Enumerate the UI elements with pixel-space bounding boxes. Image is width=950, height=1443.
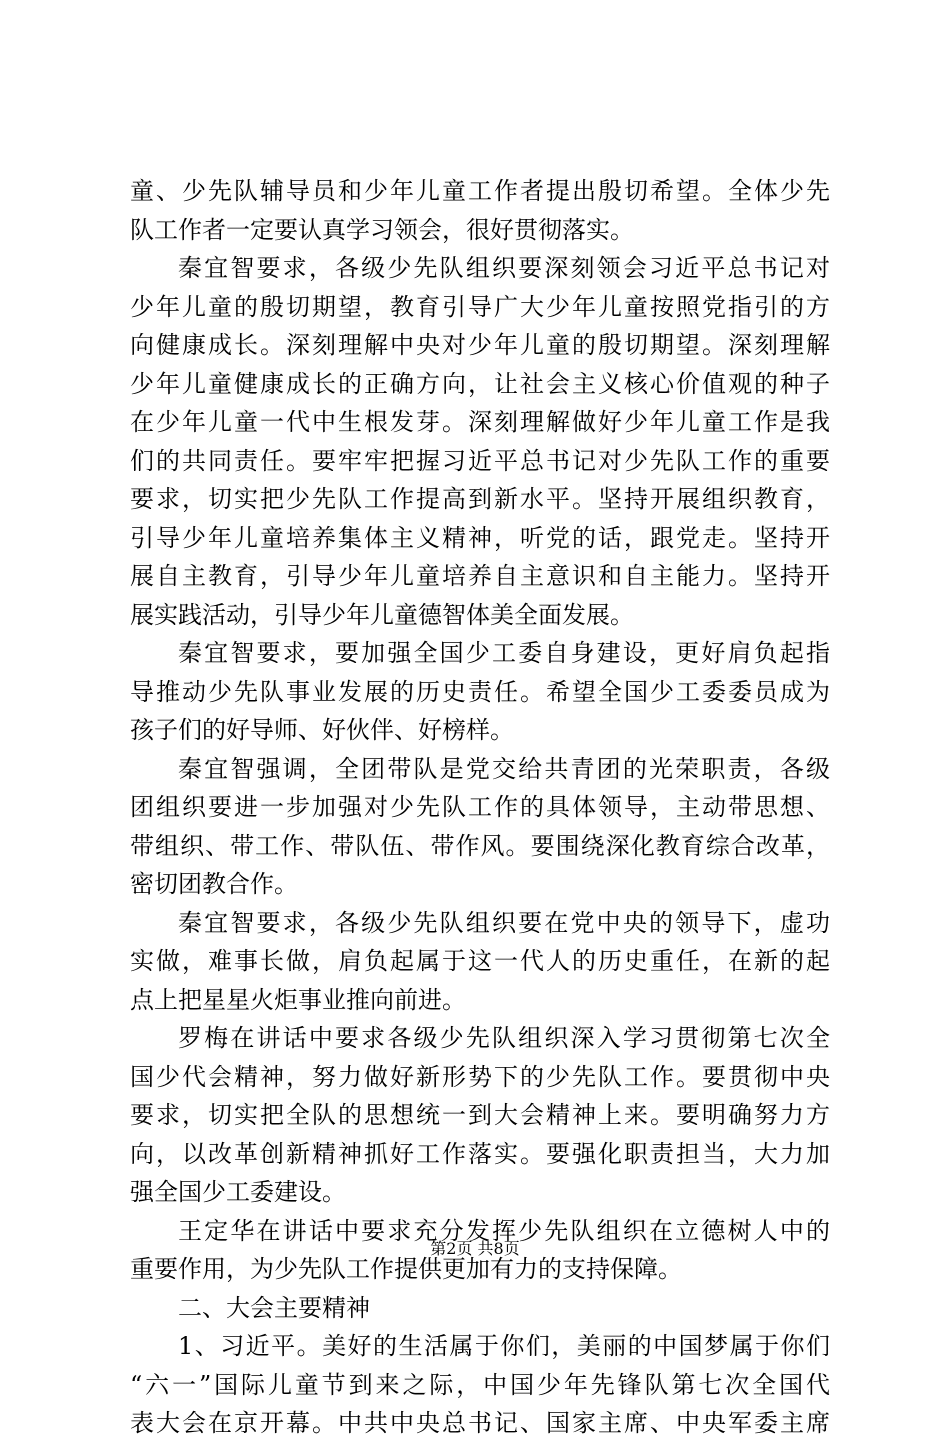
paragraph-first-line: 秦宜智强调，全团带队是党交给共青团的光荣职责，各级: [178, 754, 830, 783]
text-line: 队工作者一定要认真学习领会，很好贯彻落实。: [130, 215, 634, 244]
paragraph-first-line: 王定华在讲话中要求充分发挥少先队组织在立德树人中的: [178, 1216, 830, 1245]
text-line: 童、少先队辅导员和少年儿童工作者提出殷切希望。全体少先: [130, 177, 830, 205]
text-line: 点上把星星火炬事业推向前进。: [130, 985, 466, 1014]
text-line: 要求，切实把全队的思想统一到大会精神上来。要明确努力方: [130, 1101, 830, 1129]
text-line: 少年儿童健康成长的正确方向，让社会主义核心价值观的种子: [130, 369, 830, 398]
paragraph-first-line: 1、习近平。美好的生活属于你们，美丽的中国梦属于你们: [178, 1332, 830, 1360]
paragraph-first-line: 罗梅在讲话中要求各级少先队组织深入学习贯彻第七次全: [178, 1024, 830, 1052]
section-heading: 二、大会主要精神: [178, 1293, 370, 1322]
paragraph-first-line: 秦宜智要求，各级少先队组织要深刻领会习近平总书记对: [178, 254, 830, 282]
text-line: 展实践活动，引导少年儿童德智体美全面发展。: [130, 600, 634, 629]
text-line: 实做，难事长做，肩负起属于这一代人的历史重任，在新的起: [130, 947, 830, 975]
text-line: 向，以改革创新精神抓好工作落实。要强化职责担当，大力加: [130, 1139, 830, 1168]
text-line: “六一”国际儿童节到来之际，中国少年先锋队第七次全国代: [130, 1370, 830, 1399]
text-line: 少年儿童的殷切期望，教育引导广大少年儿童按照党指引的方: [130, 292, 830, 321]
text-line: 表大会在京开幕。中共中央总书记、国家主席、中央军委主席: [130, 1409, 830, 1437]
text-line: 向健康成长。深刻理解中央对少年儿童的殷切期望。深刻理解: [130, 331, 830, 359]
text-line: 在少年儿童一代中生根发芽。深刻理解做好少年儿童工作是我: [130, 408, 830, 436]
text-line: 强全国少工委建设。: [130, 1178, 346, 1206]
text-line: 带组织、带工作、带队伍、带作风。要围绕深化教育综合改革，: [130, 831, 830, 860]
text-line: 重要作用，为少先队工作提供更加有力的支持保障。: [130, 1255, 682, 1283]
text-line: 要求，切实把少先队工作提高到新水平。坚持开展组织教育，: [130, 485, 830, 513]
text-line: 引导少年儿童培养集体主义精神，听党的话，跟党走。坚持开: [130, 523, 830, 552]
paragraph-first-line: 秦宜智要求，各级少先队组织要在党中央的领导下，虚功: [178, 908, 830, 937]
text-line: 孩子们的好导师、好伙伴、好榜样。: [130, 716, 514, 744]
text-line: 密切团教合作。: [130, 870, 298, 898]
text-line: 导推动少先队事业发展的历史责任。希望全国少工委委员成为: [130, 677, 830, 706]
text-line: 们的共同责任。要牢牢把握习近平总书记对少先队工作的重要: [130, 446, 830, 475]
paragraph-first-line: 秦宜智要求，要加强全国少工委自身建设，更好肩负起指: [178, 639, 830, 667]
text-line: 团组织要进一步加强对少先队工作的具体领导，主动带思想、: [130, 793, 830, 821]
page-number-footer: 第2页 共8页: [430, 1239, 520, 1258]
text-line: 国少代会精神，努力做好新形势下的少先队工作。要贯彻中央: [130, 1062, 830, 1091]
text-line: 展自主教育，引导少年儿童培养自主意识和自主能力。坚持开: [130, 562, 830, 590]
